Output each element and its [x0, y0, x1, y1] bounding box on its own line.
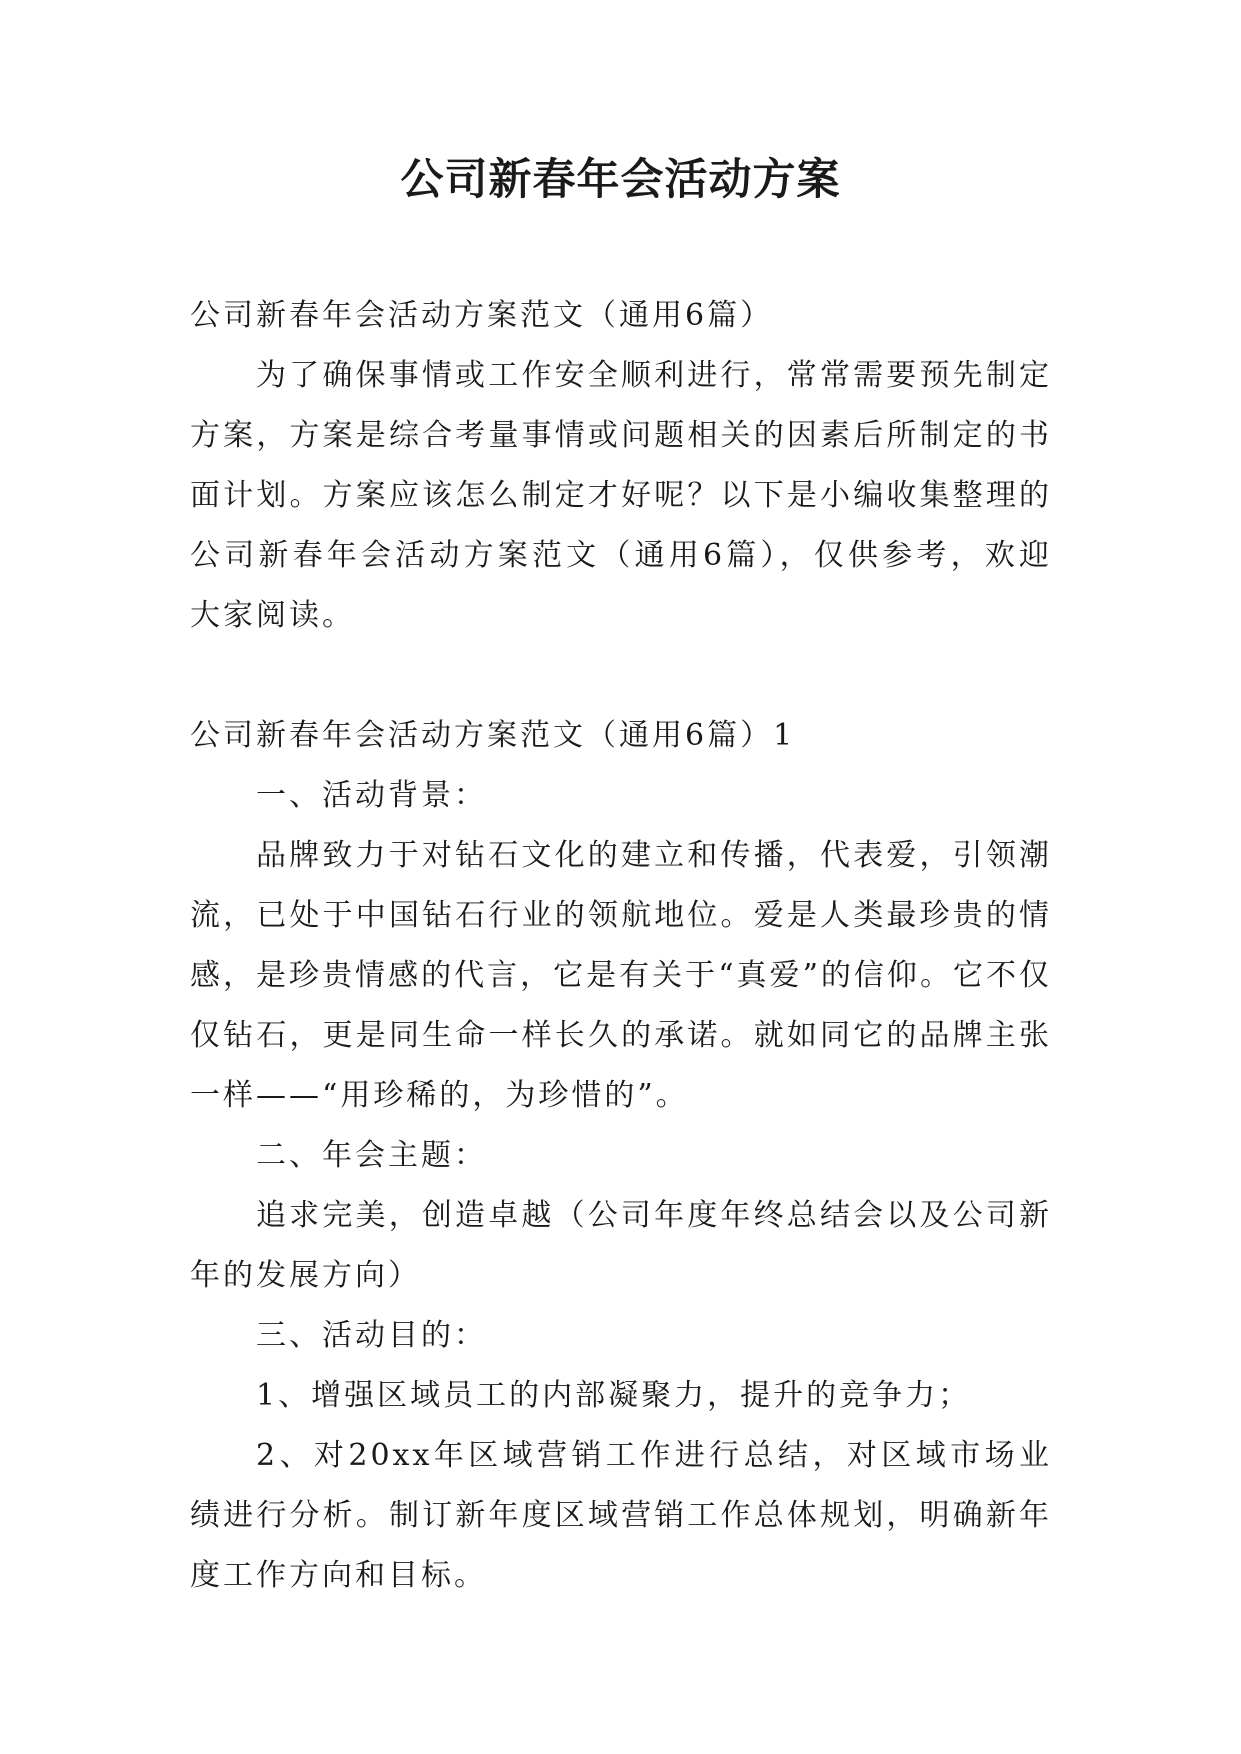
subtitle-paragraph: 公司新春年会活动方案范文（通用6篇） — [190, 298, 774, 333]
document-body — [190, 286, 1052, 1606]
background-paragraph: 品牌致力于对钻石文化的建立和传播，代表爱，引领潮流，已处于中国钻石行业的领航地位。爱是人类最珍贵的情感，是珍贵情感的代言，它是有关于“真爱”的信仰。它不仅仅钻石，更是同生命一样长久的承诺。就如同它的品牌主张一样——“用珍稀的，为珍惜的”。 — [190, 838, 1052, 1113]
heading-purpose: 三、活动目的： — [256, 1318, 487, 1353]
purpose-item-1: 1、增强区域员工的内部凝聚力，提升的竞争力； — [256, 1378, 972, 1413]
purpose-item-2: 2、对20xx年区域营销工作进行总结，对区域市场业绩进行分析。制订新年度区域营销工作总体规划，明确新年度工作方向和目标。 — [190, 1438, 1052, 1593]
heading-theme: 二、年会主题： — [256, 1138, 487, 1173]
section-heading: 公司新春年会活动方案范文（通用6篇）1 — [190, 718, 796, 753]
intro-paragraph: 为了确保事情或工作安全顺利进行，常常需要预先制定方案，方案是综合考量事情或问题相关的因素后所制定的书面计划。方案应该怎么制定才好呢？以下是小编收集整理的公司新春年会活动方案范文（通用6篇），仅供参考，欢迎大家阅读。 — [190, 358, 1052, 633]
theme-paragraph: 追求完美，创造卓越（公司年度年终总结会以及公司新年的发展方向） — [190, 1198, 1052, 1293]
document-title: 公司新春年会活动方案 — [400, 155, 841, 205]
heading-background: 一、活动背景： — [256, 778, 487, 813]
paragraph-gap — [190, 646, 1052, 706]
